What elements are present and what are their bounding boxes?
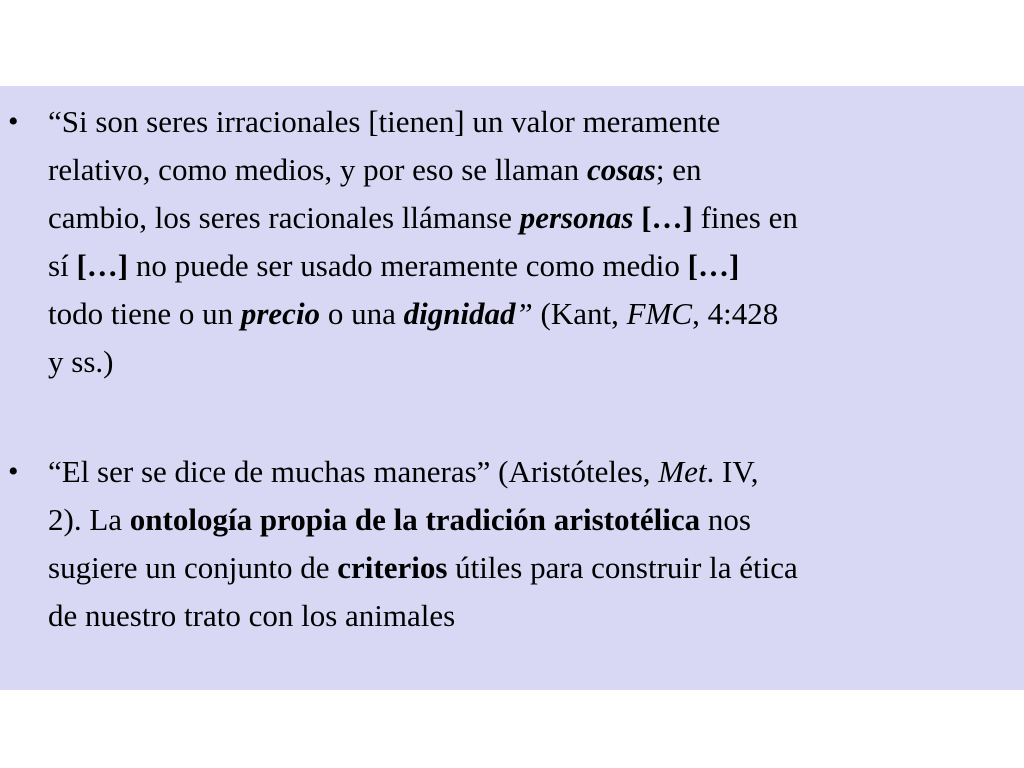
emphasis-precio: precio: [240, 296, 321, 331]
citation-met: Met: [658, 454, 707, 489]
emphasis-dignidad: dignidad: [403, 296, 516, 331]
text-line: [48, 98, 1016, 146]
text-line: [48, 496, 1016, 544]
bullet-text: [48, 98, 1016, 386]
text-run: y ss.): [48, 344, 114, 379]
emphasis-criterios: criterios: [337, 550, 448, 585]
text-run: sugiere un conjunto de: [48, 550, 338, 585]
citation-fmc: FMC: [626, 296, 693, 331]
text-line: [48, 592, 1016, 640]
text-run: , 4:428: [692, 296, 779, 331]
closing-quote: ”: [515, 296, 533, 331]
ellipsis-bracket: […]: [76, 248, 129, 283]
text-run: sí: [48, 248, 77, 283]
text-run: . IV,: [706, 454, 759, 489]
content-panel: [0, 86, 1024, 690]
ellipsis-bracket: […]: [687, 248, 740, 283]
emphasis-cosas: cosas: [586, 152, 656, 187]
bullet-text: [48, 448, 1016, 640]
text-line: [48, 194, 1016, 242]
text-run: fines en: [692, 200, 798, 235]
text-line: [48, 242, 1016, 290]
text-line: [48, 146, 1016, 194]
ellipsis-bracket: […]: [641, 200, 693, 235]
text-run: “Si son seres irracionales [tienen] un valor meramente: [48, 104, 721, 139]
text-run: nos: [700, 502, 751, 537]
emphasis-personas: personas: [519, 200, 634, 235]
bullet-marker: •: [8, 455, 19, 488]
text-run: relativo, como medios, y por eso se llaman: [48, 152, 587, 187]
text-run: 2). La: [48, 502, 130, 537]
text-run: todo tiene o un: [48, 296, 241, 331]
text-run: útiles para construir la ética: [447, 550, 798, 585]
text-line: [48, 448, 1016, 496]
text-run: “El ser se dice de muchas maneras” (Aristóteles,: [48, 454, 659, 489]
text-line: [48, 290, 1016, 338]
text-run: de nuestro trato con los animales: [48, 598, 456, 633]
text-run: o una: [320, 296, 404, 331]
text-run: ; en: [655, 152, 702, 187]
text-run: no puede ser usado meramente como medio: [128, 248, 688, 283]
bullet-marker: •: [8, 105, 19, 138]
text-run: (Kant,: [532, 296, 627, 331]
text-line: [48, 338, 1016, 386]
emphasis-ontologia: ontología propia de la tradición aristotélica: [129, 502, 701, 537]
text-run: cambio, los seres racionales llámanse: [48, 200, 520, 235]
text-line: [48, 544, 1016, 592]
